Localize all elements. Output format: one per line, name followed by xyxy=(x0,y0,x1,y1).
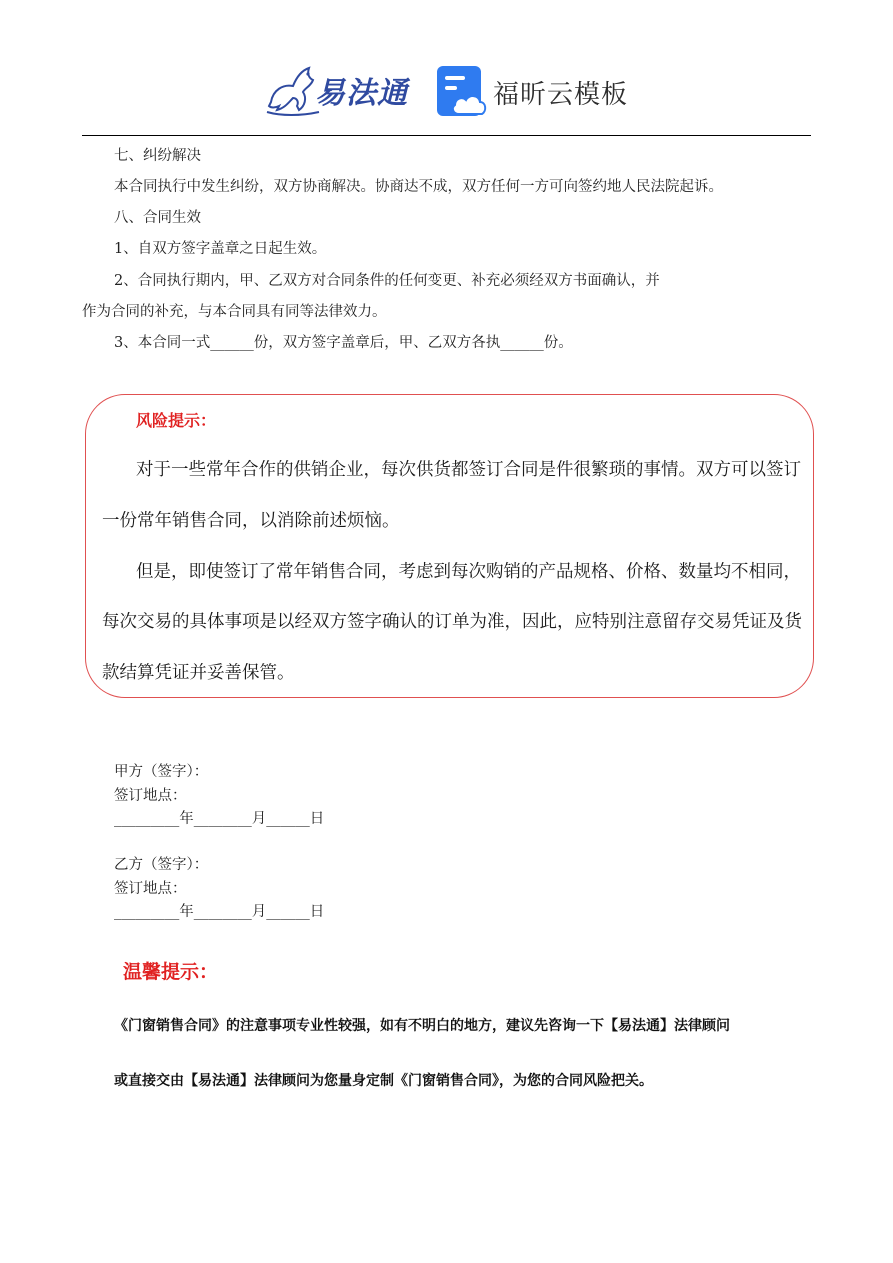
party-b-signature-label: 乙方（签字）： xyxy=(114,857,209,873)
foxit-template-logo xyxy=(435,64,635,118)
cloud-document-icon xyxy=(435,64,489,118)
risk-line: 一份常年销售合同，以消除前述烦恼。 xyxy=(102,511,400,531)
body-line: 本合同执行中发生纠纷，双方协商解决。协商达不成，双方任何一方可向签约地人民法院起诉。 xyxy=(114,179,723,195)
logo1-text: 易法通 xyxy=(315,76,408,111)
section-7-heading: 七、纠纷解决 xyxy=(114,148,201,164)
risk-line: 款结算凭证并妥善保管。 xyxy=(102,663,295,683)
body-line: 作为合同的补充，与本合同具有同等法律效力。 xyxy=(82,304,387,320)
risk-line: 每次交易的具体事项是以经双方签字确认的订单为准，因此，应特别注意留存交易凭证及货 xyxy=(102,612,802,632)
warm-tip-line: 《门窗销售合同》的注意事项专业性较强，如有不明白的地方，建议先咨询一下【易法通】法律顾问 xyxy=(114,1018,730,1034)
risk-notice-title: 风险提示： xyxy=(136,411,217,430)
body-line: 1、自双方签字盖章之日起生效。 xyxy=(114,241,327,257)
logo2-text: 福昕云模板 xyxy=(493,80,629,110)
yifatong-logo xyxy=(263,62,413,118)
risk-line: 但是，即使签订了常年销售合同，考虑到每次购销的产品规格、价格、数量均不相同， xyxy=(136,562,801,582)
risk-line: 对于一些常年合作的供销企业，每次供货都签订合同是件很繁琐的事情。双方可以签订 xyxy=(136,460,801,480)
party-a-date-line: _________年________月______日 xyxy=(114,811,325,827)
party-a-location-label: 签订地点： xyxy=(114,788,187,804)
header-divider xyxy=(82,135,811,136)
warm-tip-line: 或直接交由【易法通】法律顾问为您量身定制《门窗销售合同》，为您的合同风险把关。 xyxy=(114,1073,653,1089)
warm-tip-title: 温馨提示： xyxy=(123,961,219,983)
section-8-heading: 八、合同生效 xyxy=(114,210,201,226)
risk-notice-box xyxy=(85,394,814,698)
party-b-date-line: _________年________月______日 xyxy=(114,904,325,920)
horse-emblem-icon xyxy=(263,62,323,118)
party-a-signature-label: 甲方（签字）： xyxy=(114,764,209,780)
party-b-location-label: 签订地点： xyxy=(114,881,187,897)
body-line: 3、本合同一式______份，双方签字盖章后，甲、乙双方各执______份。 xyxy=(114,335,573,351)
body-line: 2、合同执行期内，甲、乙双方对合同条件的任何变更、补充必须经双方书面确认，并 xyxy=(114,273,660,289)
